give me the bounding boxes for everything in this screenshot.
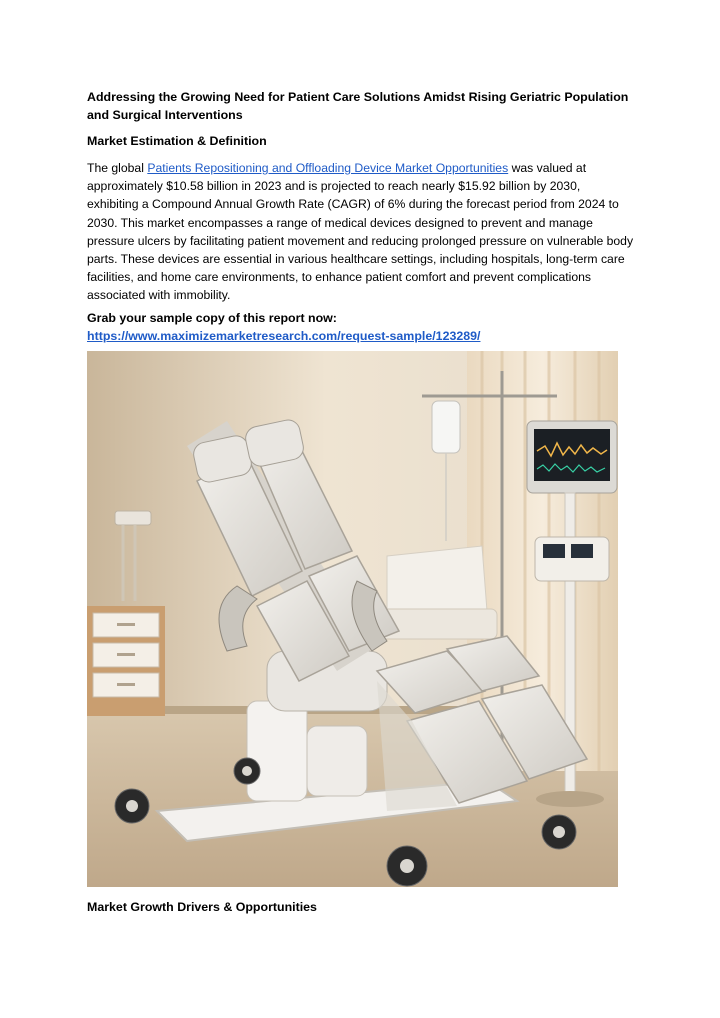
paragraph-body: was valued at approximately $10.58 billion in 2023 and is projected to reach nearly $15.92 billion by 2030, exhibiting a Compound Annual Growth Rate (CAGR) of 6% during the forecast period from 2024 to 2030. This market encompasses a range of medical devices designed to prevent and manage pressure ulcers by facilitating patient movement and reducing prolonged pressure on vulnerable body parts. These devices are essential in various healthcare settings, including hospitals, long-term care facilities, and home care environments, to enhance patient comfort and prevent complications associated with immobility. xyxy=(87,161,634,303)
sample-request-line xyxy=(87,309,635,345)
market-report-link[interactable]: Patients Repositioning and Offloading Device Market Opportunities xyxy=(147,161,509,175)
section-heading-estimation: Market Estimation & Definition xyxy=(87,134,267,148)
section-heading-drivers: Market Growth Drivers & Opportunities xyxy=(87,900,317,914)
paragraph-prefix: The global xyxy=(87,161,148,175)
intro-paragraph xyxy=(87,159,635,305)
main-heading: Addressing the Growing Need for Patient Care Solutions Amidst Rising Geriatric Population and Surgical Interventions xyxy=(87,90,629,122)
sample-label: Grab your sample copy of this report now: xyxy=(87,311,337,325)
sample-url-link[interactable]: https://www.maximizemarketresearch.com/request-sample/123289/ xyxy=(87,329,481,343)
patient-chair-photo xyxy=(87,351,618,887)
